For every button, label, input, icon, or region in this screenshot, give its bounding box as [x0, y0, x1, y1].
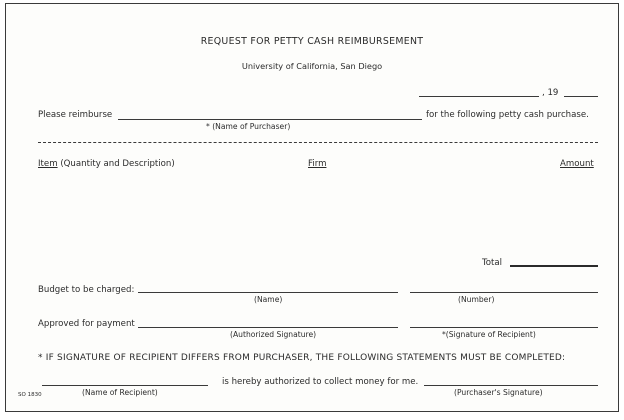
recipient-signature-caption: *(Signature of Recipient)	[442, 330, 536, 339]
item-column-header	[38, 159, 175, 169]
petty-cash-form	[5, 3, 619, 412]
total-field[interactable]	[510, 265, 598, 267]
approved-label: Approved for payment	[38, 319, 135, 329]
firm-column-header: Firm	[308, 159, 327, 169]
total-label: Total	[482, 258, 503, 268]
item-header-desc: (Quantity and Description)	[60, 159, 175, 169]
authorized-text: is hereby authorized to collect money for me.	[222, 377, 419, 387]
recipient-statement: * IF SIGNATURE OF RECIPIENT DIFFERS FROM PURCHASER, THE FOLLOWING STATEMENTS MUST BE COMPLETED:	[38, 353, 566, 363]
form-code: SO 1830	[18, 392, 42, 398]
purchaser-caption: * (Name of Purchaser)	[206, 122, 291, 131]
dashed-divider	[38, 142, 598, 143]
reimburse-suffix: for the following petty cash purchase.	[426, 110, 589, 120]
authorized-caption: (Authorized Signature)	[230, 330, 317, 339]
purchaser-signature-field[interactable]	[424, 385, 598, 386]
purchaser-signature-caption: (Purchaser's Signature)	[454, 388, 543, 397]
date-year-prefix: , 19	[542, 88, 559, 98]
institution-name: University of California, San Diego	[241, 61, 383, 71]
date-year-field[interactable]	[564, 96, 598, 97]
amount-column-header: Amount	[560, 159, 594, 169]
purchaser-name-field[interactable]	[118, 119, 422, 120]
recipient-name-caption: (Name of Recipient)	[82, 388, 158, 397]
recipient-name-field[interactable]	[42, 385, 208, 386]
budget-label: Budget to be charged:	[38, 285, 135, 295]
budget-number-field[interactable]	[410, 292, 598, 293]
form-title: REQUEST FOR PETTY CASH REIMBURSEMENT	[200, 36, 424, 47]
budget-name-field[interactable]	[138, 292, 398, 293]
authorized-signature-field[interactable]	[138, 327, 398, 328]
budget-number-caption: (Number)	[458, 295, 495, 304]
date-field[interactable]	[419, 96, 539, 97]
item-header-label: Item	[38, 159, 58, 169]
reimburse-label: Please reimburse	[38, 110, 113, 120]
budget-name-caption: (Name)	[254, 295, 283, 304]
recipient-signature-field[interactable]	[410, 327, 598, 328]
